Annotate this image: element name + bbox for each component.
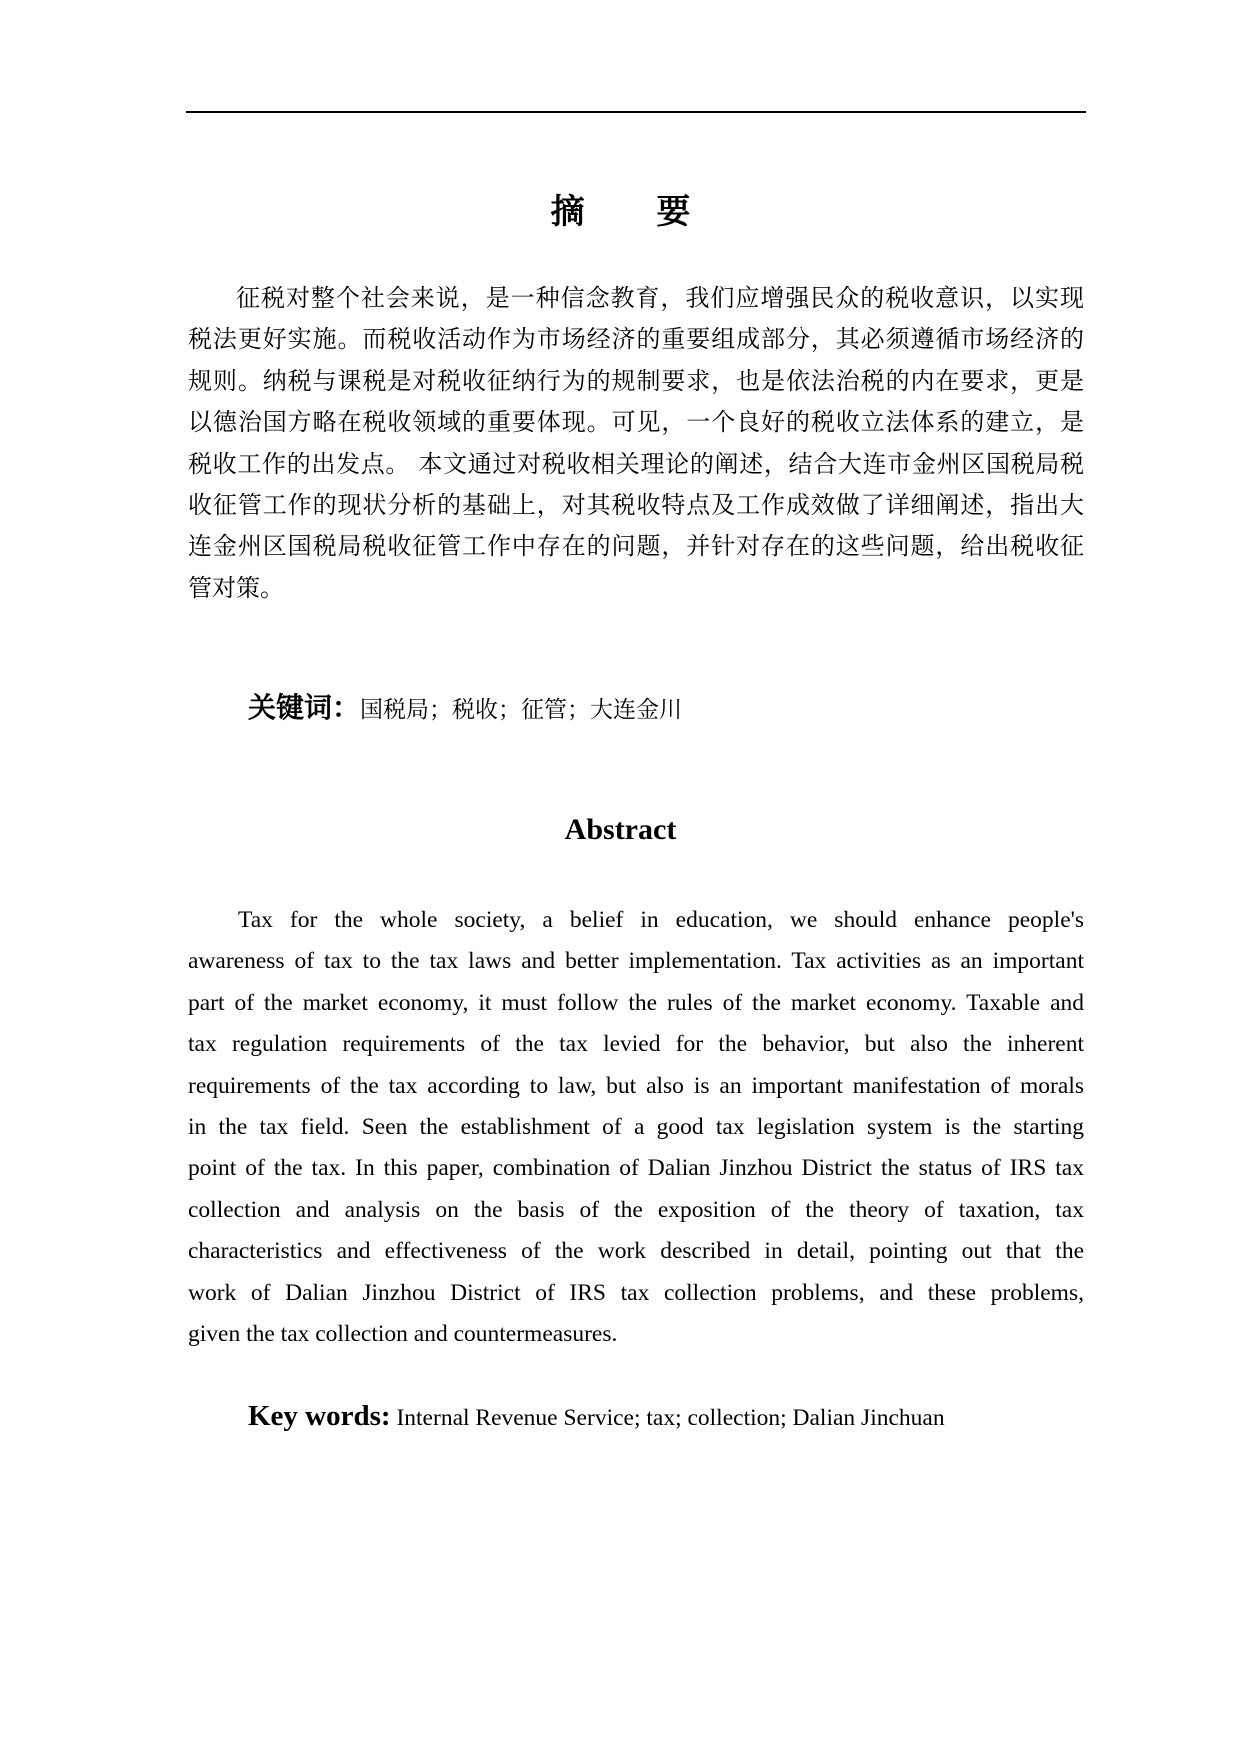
english-keywords-label: Key words: (248, 1400, 391, 1432)
chinese-keywords (248, 690, 682, 728)
english-abstract-line: awareness of tax to the tax laws and better implementation. Tax activities as an important (188, 948, 1084, 975)
english-abstract-line: point of the tax. In this paper, combination of Dalian Jinzhou District the status of IRS tax (188, 1155, 1084, 1182)
chinese-abstract-line: 税收工作的出发点。 本文通过对税收相关理论的阐述，结合大连市金州区国税局税 (188, 449, 1084, 478)
chinese-abstract-line: 征税对整个社会来说，是一种信念教育，我们应增强民众的税收意识，以实现 (236, 284, 1084, 312)
header-rule (186, 111, 1086, 113)
english-abstract-line: requirements of the tax according to law, but also is an important manifestation of morals (188, 1072, 1084, 1099)
english-abstract-line: collection and analysis on the basis of the exposition of the theory of taxation, tax (188, 1196, 1084, 1223)
chinese-abstract-line: 税法更好实施。而税收活动作为市场经济的重要组成部分，其必须遵循市场经济的 (188, 325, 1084, 354)
english-abstract-line: part of the market economy, it must follow the rules of the market economy. Taxable and (188, 989, 1084, 1016)
chinese-abstract-line: 收征管工作的现状分析的基础上，对其税收特点及工作成效做了详细阐述，指出大 (188, 491, 1084, 520)
english-keywords (248, 1396, 945, 1438)
chinese-abstract-line: 规则。纳税与课税是对税收征纳行为的规制要求，也是依法治税的内在要求，更是 (188, 366, 1084, 395)
chinese-keywords-label: 关键词： (248, 691, 361, 724)
english-abstract-title: Abstract (564, 813, 677, 846)
english-abstract-line: tax regulation requirements of the tax levied for the behavior, but also the inherent (188, 1031, 1084, 1058)
english-abstract-body (188, 900, 1084, 1355)
chinese-abstract-line: 连金州区国税局税收征管工作中存在的问题，并针对存在的这些问题，给出税收征 (188, 532, 1084, 561)
chinese-abstract-body (188, 278, 1084, 609)
chinese-abstract-line: 管对策。 (188, 573, 284, 602)
english-abstract-line: in the tax field. Seen the establishment of a good tax legislation system is the starting (188, 1114, 1084, 1141)
english-abstract-line: given the tax collection and countermeasures. (188, 1321, 618, 1348)
chinese-keywords-text: 国税局；税收；征管；大连金川 (360, 697, 683, 723)
english-abstract-line: characteristics and effectiveness of the work described in detail, pointing out that the (188, 1238, 1084, 1265)
chinese-abstract-line: 以德治国方略在税收领域的重要体现。可见，一个良好的税收立法体系的建立，是 (188, 408, 1084, 437)
english-abstract-line: Tax for the whole society, a belief in education, we should enhance people's (238, 907, 1084, 933)
chinese-abstract-title: 摘 要 (550, 192, 721, 232)
english-keywords-text: Internal Revenue Service; tax; collection; Dalian Jinchuan (396, 1405, 945, 1431)
english-abstract-line: work of Dalian Jinzhou District of IRS tax collection problems, and these problems, (188, 1279, 1084, 1306)
